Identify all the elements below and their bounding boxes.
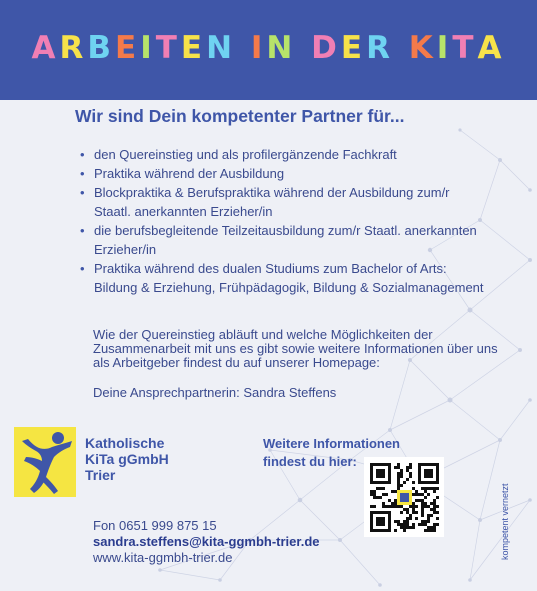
list-item [80,164,510,183]
organization-logo [14,427,76,497]
contact-block [93,518,320,566]
header-title-letter: I [436,30,453,66]
header-title-letter: A [31,30,60,66]
list-item-text: Praktika während des dualen Studiums zum Bachelor of Arts: [94,261,447,276]
vertical-tagline: kompetent vernetzt [500,483,510,560]
header-title-letter [236,30,251,66]
organization-name-line: Trier [85,467,116,483]
header-title-letter: D [311,30,341,66]
organization-name-line: KiTa gGmbH [85,451,169,467]
list-item-text: Blockpraktika & Berufspraktika während der Ausbildung zum/r [94,185,450,200]
list-item [80,145,510,164]
header-title-letter [394,30,409,66]
contact-person: Deine Ansprechpartnerin: Sandra Steffens [93,385,337,400]
list-item-text: den Quereinstieg und als profilergänzende Fachkraft [94,147,397,162]
person-figure-icon [14,427,76,497]
website-link[interactable]: www.kita-ggmbh-trier.de [93,550,233,565]
header-title-letter: I [140,30,156,66]
header-title-letter: T [452,30,478,66]
list-item [80,221,510,259]
bullet-icon: • [80,166,85,181]
header-title-letter: N [266,30,297,66]
organization-name [85,435,169,483]
list-item-text-continued: Bildung & Erziehung, Frühpädagogik, Bildung & Sozialmanagement [94,280,484,295]
section-heading: Wir sind Dein kompetenter Partner für... [75,106,405,126]
list-item-text-continued: Erzieher/in [94,242,157,257]
list-item-text-continued: Staatl. anerkannten Erzieher/in [94,204,273,219]
header-title [0,30,537,66]
more-info-line: Weitere Informationen [263,436,401,451]
header-title-letter: N [206,30,237,66]
list-item [80,259,510,297]
list-item [80,183,510,221]
offer-list [80,145,510,297]
header-title-letter: B [87,30,116,66]
header-title-letter: A [477,30,506,66]
organization-name-line: Katholische [85,435,165,451]
header-title-letter: I [250,30,267,66]
header-title-letter: E [340,30,367,66]
header-title-letter: R [366,30,394,66]
header-title-letter: E [180,30,207,66]
header-banner [0,0,537,100]
bullet-icon: • [80,261,85,276]
header-title-letter: T [155,30,181,66]
list-item-text: die berufsbegleitende Teilzeitausbildung zum/r Staatl. anerkannten [94,223,477,238]
bullet-icon: • [80,147,85,162]
email-link[interactable]: sandra.steffens@kita-ggmbh-trier.de [93,534,320,549]
list-item-text: Praktika während der Ausbildung [94,166,285,181]
phone-number: Fon 0651 999 875 15 [93,518,217,533]
info-paragraph: Wie der Quereinstieg abläuft und welche Möglichkeiten der Zusammenarbeit mit uns es gibt sowie weitere Informationen über uns als Arbeitgeber findest du auf unserer Homepage: [93,327,498,370]
qr-code-icon[interactable] [364,457,444,537]
header-title-letter: E [115,30,141,66]
more-info-line: findest du hier: [263,454,357,469]
bullet-icon: • [80,223,85,238]
bullet-icon: • [80,185,85,200]
header-title-letter: K [408,30,437,66]
header-title-letter [296,30,311,66]
header-title-letter: R [59,30,88,66]
